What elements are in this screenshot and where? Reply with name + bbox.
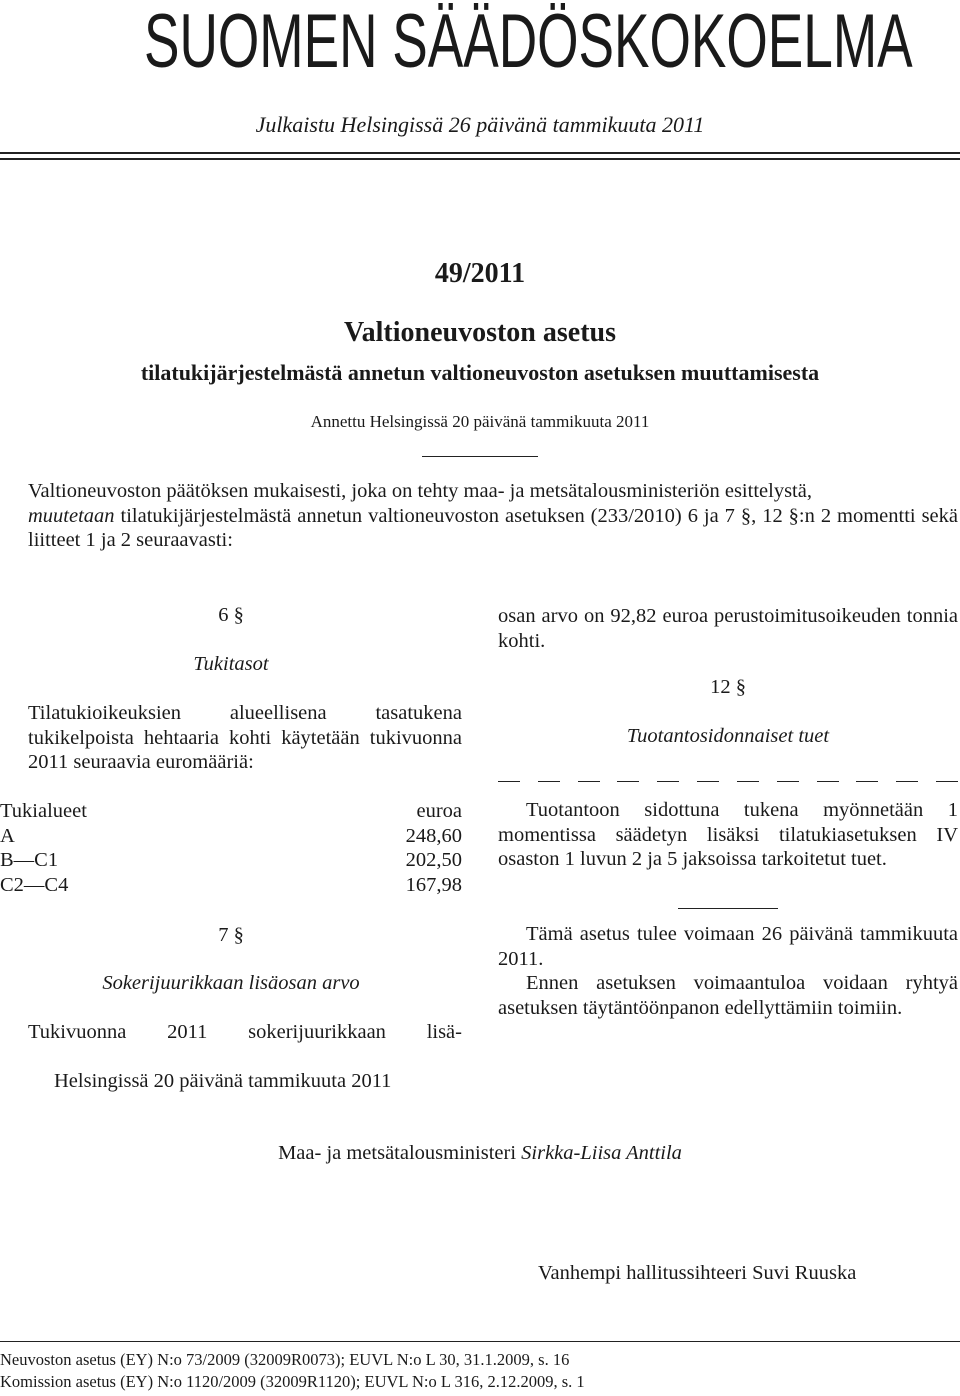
act-number: 49/2011: [434, 258, 526, 289]
section-12-heading: 12 §: [710, 676, 746, 698]
signature-place-date: Helsingissä 20 päivänä tammikuuta 2011: [54, 1070, 392, 1092]
section-7-text-end: osan arvo on 92,82 euroa perustoimitusoikeuden tonnia kohti.: [498, 605, 958, 652]
omission-dashes: [498, 781, 958, 782]
masthead: SUOMEN SÄÄDÖSKOKOELMA: [144, 0, 913, 84]
minister-name: Sirkka-Liisa Anttila: [521, 1142, 682, 1164]
table-row: [0, 873, 462, 898]
amend-word: muutetaan: [28, 504, 115, 527]
publication-line: Julkaistu Helsingissä 26 päivänä tammikuuta 2011: [255, 112, 705, 137]
title-rule: [422, 456, 538, 457]
table-row: [0, 824, 462, 849]
table-cell-amount: 202,50: [405, 849, 462, 871]
section-7-text-start: Tukivuonna 2011 sokerijuurikkaan lisä-: [28, 1021, 462, 1043]
section-end-rule: [678, 908, 778, 909]
entry-into-force-p2: Ennen asetuksen voimaantuloa voidaan ryhtyä asetuksen täytäntöönpanon edellyttämiin toimiin.: [498, 972, 958, 1019]
table-cell-region: B—C1: [0, 849, 59, 871]
secretary-signature: Vanhempi hallitussihteeri Suvi Ruuska: [538, 1262, 857, 1284]
section-6-text: [28, 701, 462, 775]
section-12-paragraph: Tuotantoon sidottuna tukena myönnetään 1 momentissa säädetyn lisäksi tilatukiasetuksen IV osaston 1 luvun 2 ja 5 jaksoissa tarkoitetut tuet.: [498, 799, 958, 870]
section-6-heading: 6 §: [218, 604, 244, 626]
preamble-line1: [28, 479, 958, 504]
table-header-row: [0, 799, 462, 824]
table-header-region: Tukialueet: [0, 800, 87, 822]
preamble-line2: [28, 504, 958, 553]
preamble-text-1: Valtioneuvoston päätöksen mukaisesti, joka on tehty maa- ja metsätalousministeriön esittelystä,: [28, 480, 812, 502]
table-cell-region: C2—C4: [0, 873, 69, 896]
footnote-rule: [0, 1341, 960, 1342]
table-cell-amount: 167,98: [405, 873, 462, 896]
footnotes: [0, 1349, 960, 1393]
preamble: [28, 479, 958, 553]
masthead-double-rule: [0, 152, 960, 160]
minister-title: Maa- ja metsätalousministeri: [278, 1142, 522, 1164]
entry-into-force-p1: Tämä asetus tulee voimaan 26 päivänä tammikuuta 2011.: [498, 923, 958, 970]
section-7-title: Sokerijuurikkaan lisäosan arvo: [102, 972, 360, 994]
act-title: Valtioneuvoston asetus: [343, 317, 616, 348]
footnote-1: Neuvoston asetus (EY) N:o 73/2009 (32009R0073); EUVL N:o L 30, 31.1.2009, s. 16: [0, 1350, 570, 1369]
preamble-text-2: tilatukijärjestelmästä annetun valtioneuvoston asetuksen (233/2010) 6 ja 7 §, 12 §:n 2 momentti sekä liitteet 1 ja 2 seuraavasti:: [28, 504, 958, 551]
section-7-heading: 7 §: [218, 924, 244, 946]
tariff-table: [0, 799, 462, 897]
table-cell-amount: 248,60: [405, 824, 462, 847]
act-subtitle: tilatukijärjestelmästä annetun valtioneuvoston asetuksen muuttamisesta: [140, 360, 820, 385]
footnote-2: Komission asetus (EY) N:o 1120/2009 (32009R1120); EUVL N:o L 316, 2.12.2009, s. 1: [0, 1372, 585, 1391]
section-6-title: Tukitasot: [193, 653, 269, 675]
table-row: [0, 848, 462, 873]
section-12-text: [498, 798, 958, 872]
table-cell-region: A: [0, 824, 15, 847]
section-12-title: Tuotantosidonnaiset tuet: [626, 725, 830, 747]
given-date: Annettu Helsingissä 20 päivänä tammikuuta 2011: [310, 412, 650, 431]
minister-signature: [0, 1142, 960, 1165]
entry-into-force: [498, 922, 958, 1020]
table-header-unit: euroa: [416, 800, 462, 822]
section-6-paragraph: Tilatukioikeuksien alueellisena tasatukena tukikelpoista hehtaaria kohti käytetään tukivuonna 2011 seuraavia euromääriä:: [28, 702, 462, 773]
